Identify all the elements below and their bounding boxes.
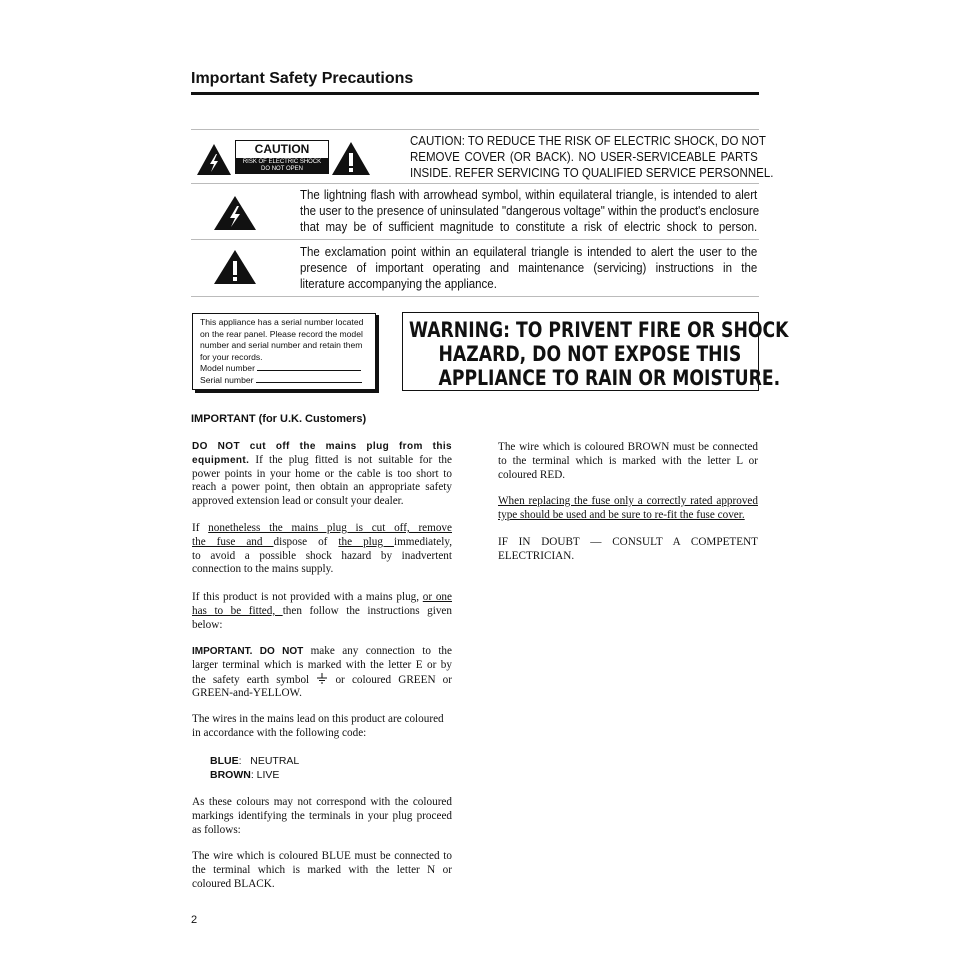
blue-wire-paragraph: The wire which is coloured BLUE must be connected to the terminal which is marked with the letter N or coloured BLACK. — [192, 850, 452, 890]
brown-wire-paragraph: The wire which is coloured BROWN must be connected to the terminal which is marked with the letter L or coloured RED. — [498, 441, 758, 481]
caution-label-title: CAUTION — [254, 142, 310, 156]
lightning-symbol-explanation: The lightning flash with arrowhead symbol, within equilateral triangle, is intended to alert the user to the presence of uninsulated "dangerous voltage" within the product's enclosure that may be of sufficient magnitude to constitute a risk of electric shock to person. — [300, 188, 760, 234]
page-number: 2 — [191, 914, 198, 926]
plug-cut-off-paragraph: If nonetheless the mains plug is cut off, remove the fuse and dispose of the plug immediately, to avoid a possible shock hazard by inadvertent connection to the mains supply. — [192, 522, 452, 576]
lightning-triangle-icon — [196, 143, 232, 176]
exclamation-symbol-explanation: The exclamation point within an equilateral triangle is intended to alert the user to the presence of important operating and maintenance (servicing) instructions in the literature accompanying the appliance. — [300, 245, 758, 291]
divider — [191, 183, 759, 184]
serial-number-field: Serial number — [200, 375, 369, 387]
brown-wire-code: BROWN: LIVE — [210, 769, 280, 781]
wire-colour-code — [210, 754, 299, 782]
divider — [191, 239, 759, 240]
exclamation-triangle-icon — [331, 141, 371, 176]
serial-box-shadow — [195, 390, 379, 393]
lightning-triangle-icon — [213, 195, 257, 231]
colour-markings-paragraph: As these colours may not correspond with the coloured markings identifying the terminals in your plug proceed as follows: — [192, 796, 452, 836]
caution-statement: CAUTION: TO REDUCE THE RISK OF ELECTRIC SHOCK, DO NOT REMOVE COVER (OR BACK). NO USER-SERVICEABLE PARTS INSIDE. REFER SERVICING TO QUALIFIED SERVICE PERSONNEL. — [410, 134, 774, 180]
earth-terminal-paragraph: IMPORTANT. DO NOT make any connection to the larger terminal which is marked with the letter E or by the safety earth symbol or coloured GREEN or GREEN-and-YELLOW. — [192, 645, 452, 700]
title-rule — [191, 92, 759, 95]
divider — [191, 129, 759, 130]
model-number-blank — [257, 363, 361, 371]
caution-label — [235, 140, 329, 174]
caution-label-subtext: RISK OF ELECTRIC SHOCK DO NOT OPEN — [236, 158, 328, 173]
no-mains-plug-paragraph: If this product is not provided with a mains plug, or one has to be fitted, then follow the instructions given below: — [192, 591, 452, 631]
blue-wire-code: BLUE: NEUTRAL — [210, 755, 300, 767]
wire-colours-paragraph: The wires in the mains lead on this product are coloured in accordance with the following code: — [192, 713, 444, 739]
earth-symbol-icon — [316, 673, 328, 684]
mains-plug-paragraph: DO NOT cut off the mains plug from this equipment. If the plug fitted is not suitable for the power points in your home or the cable is too short to reach a power point, then obtain an appropriate safety approved extension lead or consult your dealer. — [192, 441, 452, 508]
fuse-replacement-paragraph: When replacing the fuse only a correctly rated approved type should be used and be sure to re-fit the fuse cover. — [498, 495, 758, 521]
page-title: Important Safety Precautions — [191, 70, 414, 87]
model-number-field: Model number — [200, 363, 369, 375]
serial-number-box: This appliance has a serial number located on the rear panel. Please record the model number and serial number and retain them for your records. Model number Serial number — [192, 313, 376, 390]
consult-electrician-paragraph: IF IN DOUBT — CONSULT A COMPETENT ELECTRICIAN. — [498, 536, 758, 562]
serial-number-blank — [256, 375, 362, 383]
serial-box-shadow — [376, 315, 379, 393]
warning-text: WARNING: TO PRIVENT FIRE OR SHOCK HAZARD, DO NOT EXPOSE THIS APPLIANCE TO RAIN OR MOISTURE. — [409, 318, 789, 390]
divider — [191, 296, 759, 297]
uk-customers-heading: IMPORTANT (for U.K. Customers) — [191, 413, 367, 425]
exclamation-triangle-icon — [213, 249, 257, 285]
